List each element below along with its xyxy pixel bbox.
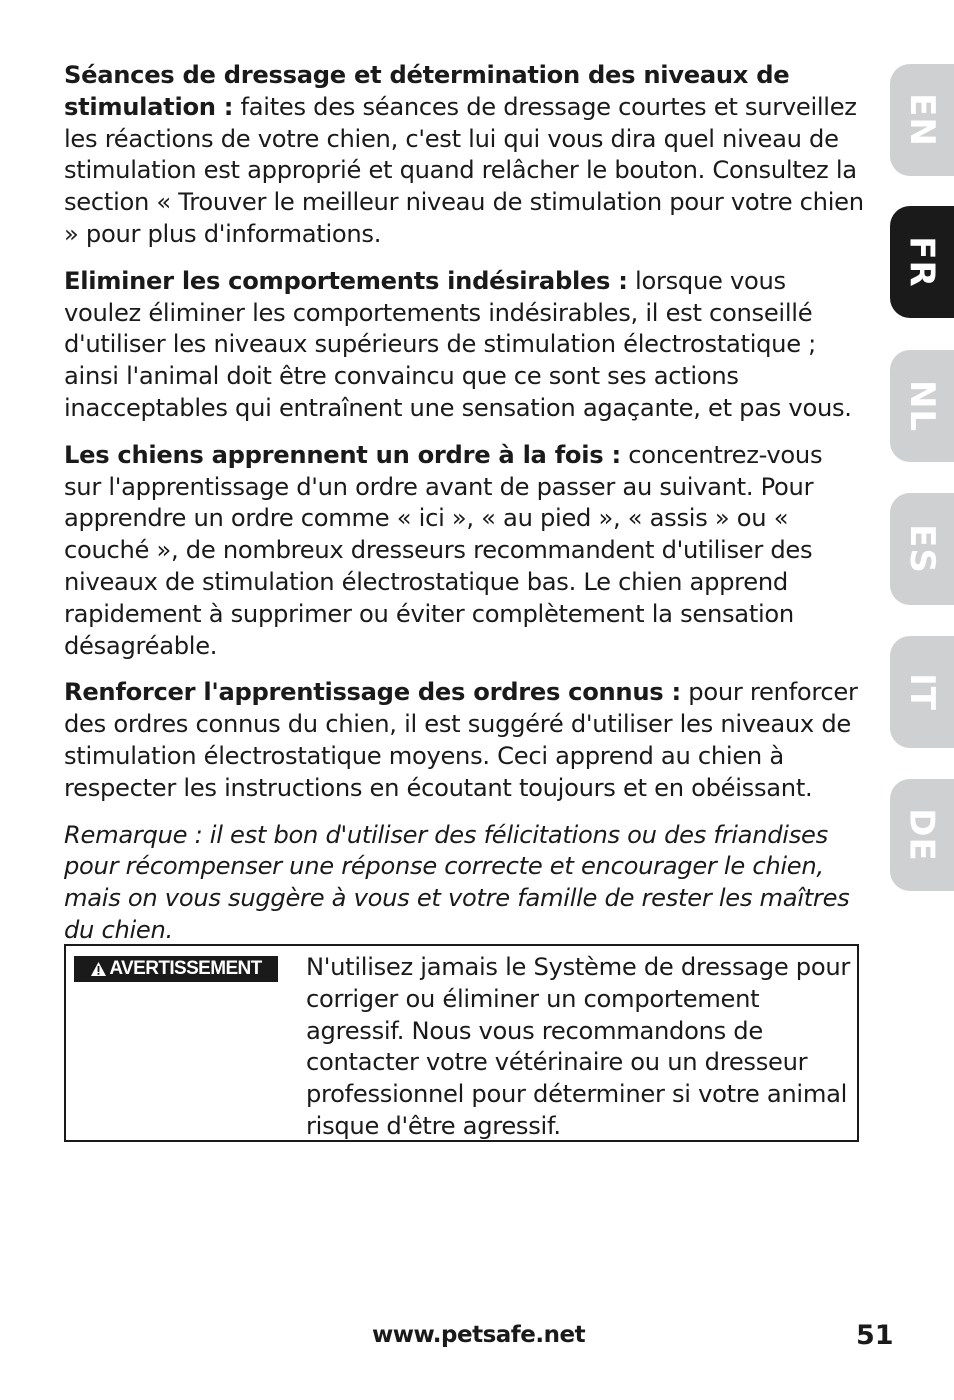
tab-label: ES	[902, 524, 942, 574]
paragraph-heading: Les chiens apprennent un ordre à la fois :	[64, 440, 621, 469]
footer-website-link[interactable]: www.petsafe.net	[372, 1322, 586, 1348]
page-number: 51	[856, 1320, 894, 1351]
warning-badge-label: AVERTISSEMENT	[109, 958, 262, 979]
paragraph-text: concentrez-vous sur l'apprentissage d'un ordre avant de passer au suivant. Pour apprendre un ordre comme « ici », « au pied », « assis » ou « couché », de nombreux dresseurs recommandent d'utiliser des niveaux de stimulation électrostatique bas. Le chien apprend rapidement à supprimer ou éviter complètement la sensation désagréable.	[64, 440, 823, 660]
tab-label: DE	[901, 808, 942, 862]
paragraph-heading: Séances de dressage et détermination des niveaux de stimulation :	[64, 61, 790, 121]
paragraph-training-sessions	[64, 60, 864, 251]
paragraph-heading: Eliminer les comportements indésirables :	[64, 266, 628, 295]
tab-label: NL	[902, 379, 942, 433]
warning-box	[64, 944, 859, 1142]
tab-language-es[interactable]	[890, 493, 954, 605]
paragraph-heading: Renforcer l'apprentissage des ordres connus :	[64, 678, 681, 707]
tab-label: EN	[902, 93, 942, 147]
paragraph-one-command	[64, 440, 864, 663]
warning-triangle-icon	[90, 961, 107, 977]
tab-language-it[interactable]	[890, 636, 954, 748]
paragraph-text: pour renforcer des ordres connus du chien, il est suggéré d'utiliser les niveaux de stimulation électrostatique moyens. Ceci apprend au chien à respecter les instructions en écoutant toujours et en obéissant.	[64, 678, 858, 802]
tab-label: FR	[902, 236, 942, 288]
warning-text: N'utilisez jamais le Système de dressage pour corriger ou éliminer un comportement agressif. Nous vous recommandons de contacter votre vétérinaire ou un dresseur professionnel pour déterminer si votre animal risque d'être agressif.	[306, 953, 851, 1140]
paragraph-text: lorsque vous voulez éliminer les comportements indésirables, il est conseillé d'utiliser les niveaux supérieurs de stimulation électrostatique ; ainsi l'animal doit être convaincu que ce sont ses actions inacceptables qui entraînent une sensation agaçante, et pas vous.	[64, 266, 852, 422]
warning-badge	[74, 956, 278, 982]
page-content	[64, 60, 864, 947]
tab-label: IT	[902, 673, 942, 711]
paragraph-text: faites des séances de dressage courtes et surveillez les réactions de votre chien, c'est lui qui vous dira quel niveau de stimulation est approprié et quand relâcher le bouton. Consultez la section « Trouver le meilleur niveau de stimulation pour votre chien » pour plus d'informations.	[64, 92, 864, 248]
tab-language-de[interactable]	[890, 779, 954, 891]
paragraph-eliminate-behaviors	[64, 266, 864, 425]
paragraph-reinforce-commands	[64, 677, 864, 804]
note-paragraph: Remarque : il est bon d'utiliser des félicitations ou des friandises pour récompenser une réponse correcte et encourager le chien, mais on vous suggère à vous et votre famille de rester les maîtres du chien.	[64, 820, 850, 944]
tab-language-nl[interactable]	[890, 350, 954, 462]
tab-language-en[interactable]	[890, 64, 954, 176]
tab-language-fr[interactable]	[890, 206, 954, 318]
